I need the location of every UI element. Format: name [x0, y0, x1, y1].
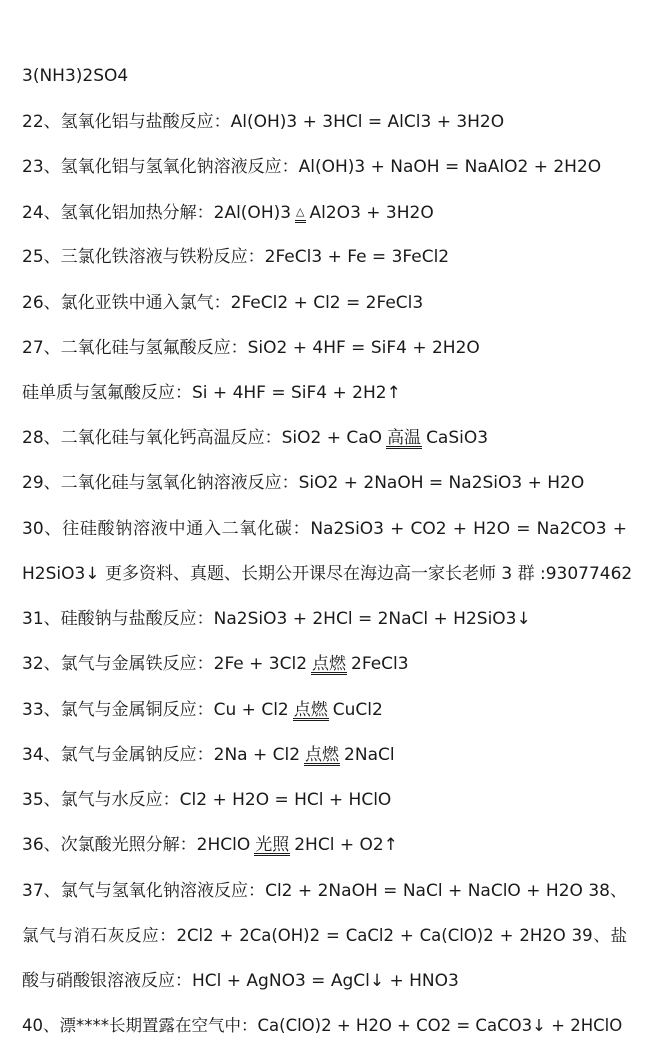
ignition-condition: 点燃 [293, 700, 328, 720]
equation-right: 2NaCl [344, 745, 395, 765]
line-text: 35、氯气与水反应：Cl2 + H2O = HCl + HClO [22, 790, 392, 810]
equation-left: 32、氯气与金属铁反应：2Fe + 3Cl2 [22, 654, 308, 674]
light-condition: 光照 [255, 835, 290, 855]
reaction-34 [22, 744, 627, 768]
line-text: 3(NH3)2SO4 [22, 66, 129, 86]
reaction-28 [22, 427, 627, 451]
reaction-24 [22, 201, 627, 225]
reaction-36 [22, 834, 627, 858]
reaction-30 [22, 518, 627, 542]
line-text: 37、氯气与氢氧化钠溶液反应：Cl2 + 2NaOH = NaCl + NaClO + H2O 38、 [22, 881, 627, 901]
high-temperature-condition: 高温 [387, 428, 422, 448]
equation-left: 28、二氧化硅与氧化钙高温反应：SiO2 + CaO [22, 428, 383, 448]
reaction-39 [22, 970, 627, 994]
reaction-27 [22, 337, 627, 361]
reaction-32 [22, 653, 627, 677]
reaction-29 [22, 472, 627, 496]
reaction-30-continuation [22, 563, 633, 587]
equation-right: 2HCl + O2↑ [294, 835, 398, 855]
line-text: 27、二氧化硅与氢氟酸反应：SiO2 + 4HF = SiF4 + 2H2O [22, 338, 480, 358]
line-text: 25、三氯化铁溶液与铁粉反应：2FeCl3 + Fe = 3FeCl2 [22, 247, 450, 267]
reaction-31 [22, 608, 627, 632]
line-text: 26、氯化亚铁中通入氯气：2FeCl2 + Cl2 = 2FeCl3 [22, 293, 424, 313]
reaction-33 [22, 699, 627, 723]
ignition-condition: 点燃 [305, 745, 340, 765]
heating-condition: △ [295, 201, 305, 223]
line-text: 40、漂****长期置露在空气中：Ca(ClO)2 + H2O + CO2 = CaCO3↓ + 2HClO [22, 1016, 623, 1035]
line-text: 硅单质与氢氟酸反应：Si + 4HF = SiF4 + 2H2↑ [22, 383, 401, 403]
text-line-continuation [22, 65, 627, 89]
reaction-37 [22, 880, 627, 904]
reaction-40 [22, 1015, 627, 1039]
equation-right: CuCl2 [332, 700, 383, 720]
line-text: 30、往硅酸钠溶液中通入二氧化碳：Na2SiO3 + CO2 + H2O = Na2CO3 + [22, 519, 627, 539]
line-text: 23、氢氧化铝与氢氧化钠溶液反应：Al(OH)3 + NaOH = NaAlO2 + 2H2O [22, 157, 602, 177]
line-text: H2SiO3↓ 更多资料、真题、长期公开课尽在海边高一家长老师 3 群 :93077462 [22, 564, 633, 584]
ignition-condition: 点燃 [312, 654, 347, 674]
reaction-26 [22, 292, 627, 316]
reaction-25 [22, 246, 627, 270]
equation-left: 33、氯气与金属铜反应：Cu + Cl2 [22, 700, 289, 720]
line-text: 29、二氧化硅与氢氧化钠溶液反应：SiO2 + 2NaOH = Na2SiO3 + H2O [22, 473, 585, 493]
line-text: 22、氢氧化铝与盐酸反应：Al(OH)3 + 3HCl = AlCl3 + 3H2O [22, 112, 505, 132]
equation-left: 24、氢氧化铝加热分解：2Al(OH)3 [22, 203, 292, 223]
equation-right: Al2O3 + 3H2O [309, 203, 434, 223]
line-text: 氯气与消石灰反应：2Cl2 + 2Ca(OH)2 = CaCl2 + Ca(ClO)2 + 2H2O 39、盐 [22, 926, 627, 945]
reaction-22 [22, 111, 627, 135]
equation-right: 2FeCl3 [351, 654, 409, 674]
line-text: 31、硅酸钠与盐酸反应：Na2SiO3 + 2HCl = 2NaCl + H2SiO3↓ [22, 609, 531, 629]
line-text: 酸与硝酸银溶液反应：HCl + AgNO3 = AgCl↓ + HNO3 [22, 971, 459, 991]
equation-right: CaSiO3 [426, 428, 489, 448]
reaction-38 [22, 925, 627, 949]
reaction-23 [22, 156, 627, 180]
equation-left: 36、次氯酸光照分解：2HClO [22, 835, 251, 855]
reaction-35 [22, 789, 627, 813]
equation-left: 34、氯气与金属钠反应：2Na + Cl2 [22, 745, 301, 765]
reaction-27-sub [22, 382, 627, 406]
